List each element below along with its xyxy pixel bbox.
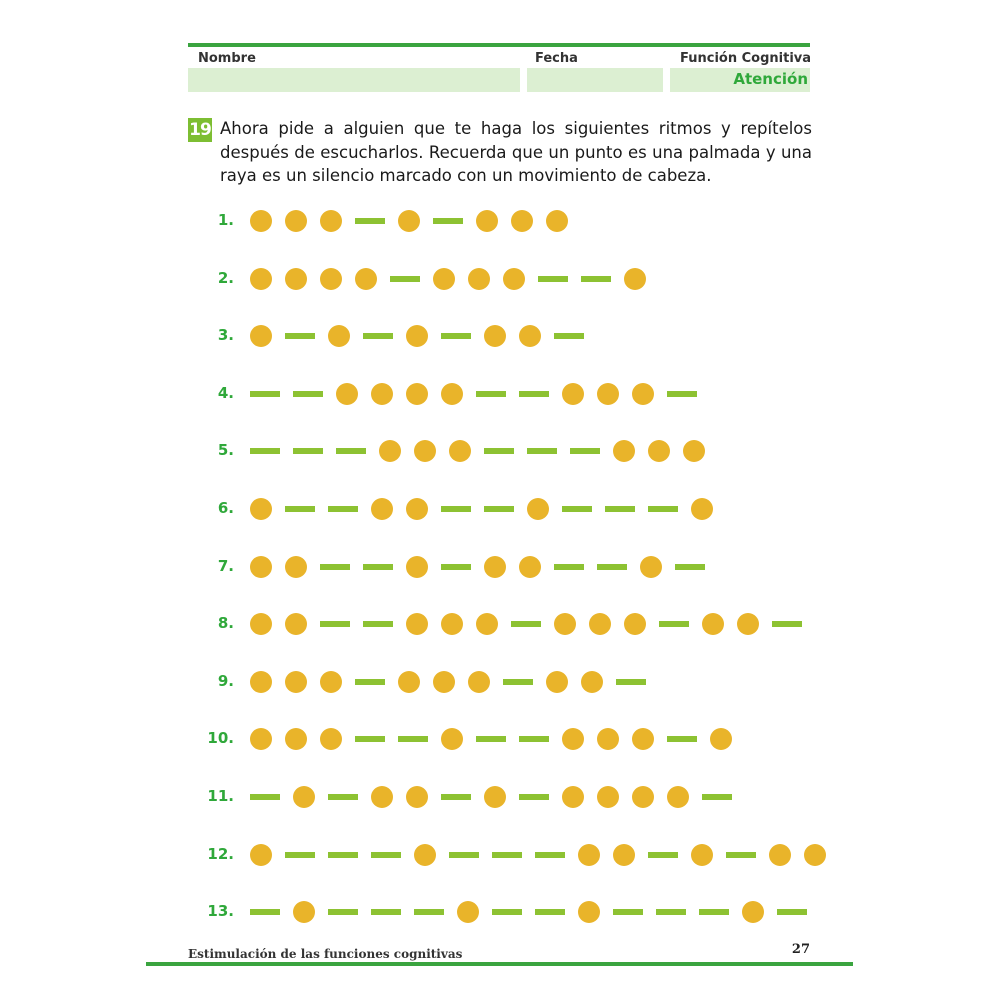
rhythm-dash [562,506,592,512]
rhythm-dot [328,325,350,347]
rhythm-dash [441,506,471,512]
rhythm-dash [328,852,358,858]
rhythm-dot [250,210,272,232]
rhythm-dot [371,383,393,405]
rhythm-dot [433,671,455,693]
rhythm-dot [285,671,307,693]
rhythm-dot [640,556,662,578]
rhythm-dash [328,506,358,512]
rhythm-dash [250,448,280,454]
rhythm-dot [414,844,436,866]
rhythm-dot [379,440,401,462]
rhythm-dot [414,440,436,462]
rhythm-dot [457,901,479,923]
rhythm-dash [320,621,350,627]
rhythm-dash [772,621,802,627]
rhythm-dot [476,210,498,232]
function-label: Función Cognitiva [680,51,812,66]
rhythm-dot [398,210,420,232]
rhythm-dot [371,786,393,808]
rhythm-dot [667,786,689,808]
rhythm-dash [519,736,549,742]
rhythm-dash [336,448,366,454]
name-label: Nombre [198,51,256,66]
rhythm-dash [484,448,514,454]
rhythm-dash [581,276,611,282]
rhythm-dot [285,556,307,578]
rhythm-dash [414,909,444,915]
rhythm-dash [570,448,600,454]
rhythm-dot [250,728,272,750]
rhythm-dash [659,621,689,627]
rhythm-dash [250,909,280,915]
rhythm-dash [675,564,705,570]
rhythm-dot [468,671,490,693]
rhythm-dot [398,671,420,693]
rhythm-dot [597,383,619,405]
rhythm-dash [293,448,323,454]
rhythm-dot [293,901,315,923]
rhythm-dash [355,218,385,224]
rhythm-dash [363,621,393,627]
rhythm-dot [406,556,428,578]
rhythm-dash [656,909,686,915]
rhythm-dash [285,333,315,339]
rhythm-dash [648,852,678,858]
rhythm-dot [406,786,428,808]
rhythm-dash [527,448,557,454]
rhythm-dash [492,852,522,858]
rhythm-dot [449,440,471,462]
rhythm-dot [285,728,307,750]
rhythm-dot [371,498,393,520]
rhythm-dash [613,909,643,915]
rhythm-dot [578,844,600,866]
rhythm-dot [742,901,764,923]
rhythm-dot [355,268,377,290]
rhythm-dash [503,679,533,685]
rhythm-dot [293,786,315,808]
function-value: Atención [733,70,808,88]
rhythm-dot [632,786,654,808]
date-label: Fecha [535,51,578,66]
rhythm-dash [667,736,697,742]
rhythm-dash [535,852,565,858]
rhythm-dash [519,391,549,397]
rhythm-dot [433,268,455,290]
rhythm-dot [406,613,428,635]
rhythm-dot [546,210,568,232]
rhythm-dot [554,613,576,635]
rhythm-dot [597,728,619,750]
rhythm-dot [250,556,272,578]
rhythm-label: 10. [207,729,234,747]
rhythm-dot [441,383,463,405]
rhythm-dash [605,506,635,512]
rhythm-dot [441,613,463,635]
rhythm-dot [511,210,533,232]
rhythm-dash [476,391,506,397]
rhythm-dash [390,276,420,282]
rhythm-dot [484,786,506,808]
rhythm-label: 4. [217,384,234,402]
rhythm-dot [691,498,713,520]
rhythm-dot [683,440,705,462]
exercise-number: 19 [189,120,211,140]
rhythm-dash [554,564,584,570]
rhythm-dot [519,556,541,578]
rhythm-dash [398,736,428,742]
rhythm-dash [519,794,549,800]
rhythm-dash [492,909,522,915]
rhythm-dash [355,736,385,742]
rhythm-dot [578,901,600,923]
rhythm-dot [441,728,463,750]
rhythm-dot [336,383,358,405]
rhythm-dot [624,268,646,290]
rhythm-dash [293,391,323,397]
rhythm-dash [328,909,358,915]
rhythm-dot [546,671,568,693]
rhythm-dash [441,564,471,570]
rhythm-dot [406,383,428,405]
rhythm-dash [511,621,541,627]
rhythm-label: 2. [217,269,234,287]
rhythm-dot [710,728,732,750]
rhythm-dash [538,276,568,282]
rhythm-dot [250,613,272,635]
rhythm-dot [320,210,342,232]
rhythm-dash [616,679,646,685]
rhythm-dash [285,506,315,512]
rhythm-dot [250,268,272,290]
rhythm-dot [624,613,646,635]
rhythm-dash [433,218,463,224]
rhythm-dash [667,391,697,397]
rhythm-dot [285,613,307,635]
rhythm-dot [468,268,490,290]
rhythm-dot [406,498,428,520]
rhythm-dot [613,844,635,866]
rhythm-dot [737,613,759,635]
rhythm-dot [648,440,670,462]
rhythm-dot [320,268,342,290]
rhythm-dash [449,852,479,858]
rhythm-dash [363,564,393,570]
rhythm-dash [328,794,358,800]
rhythm-dot [769,844,791,866]
rhythm-dash [484,506,514,512]
rhythm-dash [285,852,315,858]
rhythm-dot [484,556,506,578]
rhythm-label: 3. [217,326,234,344]
rhythm-dot [519,325,541,347]
rhythm-dash [648,506,678,512]
rhythm-dash [320,564,350,570]
page-number: 27 [791,942,810,957]
rhythm-dot [285,268,307,290]
rhythm-dot [406,325,428,347]
rhythm-dash [554,333,584,339]
rhythm-label: 13. [207,902,234,920]
rhythm-dash [441,333,471,339]
rhythm-dot [589,613,611,635]
rhythm-dash [726,852,756,858]
rhythm-label: 5. [217,441,234,459]
rhythm-dash [702,794,732,800]
rhythm-dash [371,909,401,915]
rhythm-dash [535,909,565,915]
exercise-instruction: Ahora pide a alguien que te haga los siguientes ritmos y repítelos después de escucharlos. Recuerda que un punto es una palmada y una raya es un silencio marcado con un movimiento de cabeza. [220,119,812,185]
rhythm-dash [476,736,506,742]
rhythm-dot [320,671,342,693]
rhythm-label: 6. [217,499,234,517]
rhythm-dash [371,852,401,858]
rhythm-label: 8. [217,614,234,632]
rhythm-dot [250,325,272,347]
rhythm-dot [250,671,272,693]
rhythm-label: 1. [217,211,234,229]
rhythm-dot [503,268,525,290]
rhythm-dot [597,786,619,808]
rhythm-label: 12. [207,845,234,863]
rhythm-dot [320,728,342,750]
rhythm-dot [476,613,498,635]
rhythm-dot [581,671,603,693]
rhythm-label: 7. [217,557,234,575]
rhythm-dot [632,728,654,750]
rhythm-dash [355,679,385,685]
rhythm-dash [699,909,729,915]
rhythm-label: 9. [217,672,234,690]
rhythm-dot [804,844,826,866]
rhythm-dash [250,794,280,800]
bottom-rule [146,962,853,966]
rhythm-dot [691,844,713,866]
rhythm-dot [527,498,549,520]
rhythm-dot [613,440,635,462]
rhythm-dot [484,325,506,347]
footer-book-title: Estimulación de las funciones cognitivas [188,947,463,961]
rhythm-dot [702,613,724,635]
rhythm-dot [250,498,272,520]
rhythm-dot [285,210,307,232]
rhythm-dash [597,564,627,570]
rhythm-dash [363,333,393,339]
rhythm-dash [777,909,807,915]
rhythm-dot [632,383,654,405]
rhythm-label: 11. [207,787,234,805]
rhythm-dash [441,794,471,800]
rhythm-dash [250,391,280,397]
rhythm-dot [562,383,584,405]
rhythm-dot [562,728,584,750]
rhythm-dot [562,786,584,808]
rhythm-dot [250,844,272,866]
